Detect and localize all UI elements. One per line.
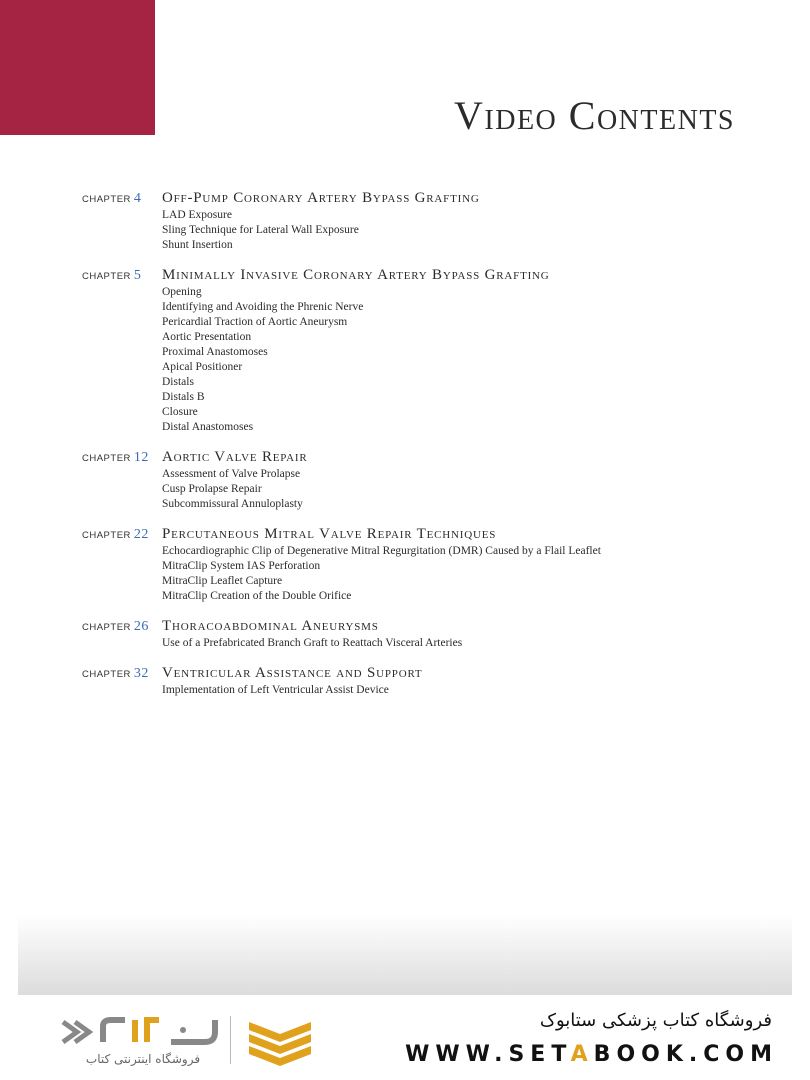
chapter-title[interactable]: Percutaneous Mitral Valve Repair Techniques [162,526,497,542]
chapter-number: 12 [133,450,149,465]
video-title[interactable]: Aortic Presentation [162,331,252,343]
video-list [162,208,782,253]
website-url-highlight: A [570,1042,594,1067]
page-title: Video Contents [454,93,735,138]
video-list [162,683,782,698]
video-title[interactable]: Sling Technique for Lateral Wall Exposure [162,224,359,236]
video-title[interactable]: Implementation of Left Ventricular Assist Device [162,684,389,696]
logo-wordmark-icon [55,1012,225,1052]
video-title[interactable]: Identifying and Avoiding the Phrenic Nerve [162,301,364,313]
chapter-title[interactable]: Ventricular Assistance and Support [162,665,423,681]
chapter-word: CHAPTER [82,271,131,282]
chapter-entry [82,526,782,604]
video-title[interactable]: Proximal Anastomoses [162,346,268,358]
video-title[interactable]: Subcommissural Annuloplasty [162,498,303,510]
chapter-number: 26 [133,619,149,634]
setabook-logo[interactable] [55,1012,325,1072]
video-title[interactable]: MitraClip Leaflet Capture [162,575,283,587]
store-name: فروشگاه کتاب پزشکی ستابوک [539,1010,772,1031]
chapter-label [82,450,162,466]
chapter-entry [82,267,782,435]
chapter-label [82,191,162,207]
chapter-number: 22 [133,527,149,542]
website-url[interactable] [405,1042,778,1067]
website-url-part: WWW.SET [405,1042,571,1067]
video-title[interactable]: Closure [162,406,198,418]
video-title[interactable]: Opening [162,286,202,298]
chapter-heading [82,449,782,467]
video-title[interactable]: Distals [162,376,194,388]
website-url-part: BOOK.COM [593,1042,778,1067]
video-title[interactable]: Distals B [162,391,205,403]
chapter-word: CHAPTER [82,622,131,633]
video-title[interactable]: Apical Positioner [162,361,243,373]
chapter-label [82,619,162,635]
chapter-label [82,527,162,543]
corner-color-block [0,0,155,135]
logo-tagline: فروشگاه اینترنتی کتاب [85,1052,201,1066]
video-title[interactable]: Pericardial Traction of Aortic Aneurysm [162,316,348,328]
chapter-heading [82,665,782,683]
chapter-title[interactable]: Aortic Valve Repair [162,449,308,465]
footer-shadow [18,915,792,995]
chapter-word: CHAPTER [82,194,131,205]
chapter-entry [82,618,782,651]
video-title[interactable]: MitraClip System IAS Perforation [162,560,321,572]
video-title[interactable]: MitraClip Creation of the Double Orifice [162,590,352,602]
chapter-entry [82,449,782,512]
chapter-label [82,666,162,682]
chapter-number: 5 [133,268,142,283]
chapter-heading [82,618,782,636]
chapter-heading [82,190,782,208]
chapter-word: CHAPTER [82,530,131,541]
video-title[interactable]: Use of a Prefabricated Branch Graft to Reattach Visceral Arteries [162,637,463,649]
video-title[interactable]: LAD Exposure [162,209,232,221]
chapter-title[interactable]: Minimally Invasive Coronary Artery Bypass Grafting [162,267,550,283]
logo-divider [230,1016,231,1064]
video-list [162,544,782,604]
chapter-title[interactable]: Off-Pump Coronary Artery Bypass Grafting [162,190,480,206]
chapter-word: CHAPTER [82,453,131,464]
video-title[interactable]: Distal Anastomoses [162,421,254,433]
video-title[interactable]: Cusp Prolapse Repair [162,483,262,495]
chapter-number: 4 [133,191,142,206]
video-title[interactable]: Assessment of Valve Prolapse [162,468,301,480]
chapter-number: 32 [133,666,149,681]
chapter-heading [82,526,782,544]
chapter-title[interactable]: Thoracoabdominal Aneurysms [162,618,379,634]
video-list [162,467,782,512]
video-contents-list [82,190,782,712]
chevron-stack-icon [245,1018,315,1066]
video-title[interactable]: Echocardiographic Clip of Degenerative Mitral Regurgitation (DMR) Caused by a Flail Leaflet [162,545,601,557]
chapter-entry [82,665,782,698]
video-list [162,285,782,435]
chapter-entry [82,190,782,253]
chapter-word: CHAPTER [82,669,131,680]
video-title[interactable]: Shunt Insertion [162,239,233,251]
chapter-label [82,268,162,284]
video-list [162,636,782,651]
chapter-heading [82,267,782,285]
